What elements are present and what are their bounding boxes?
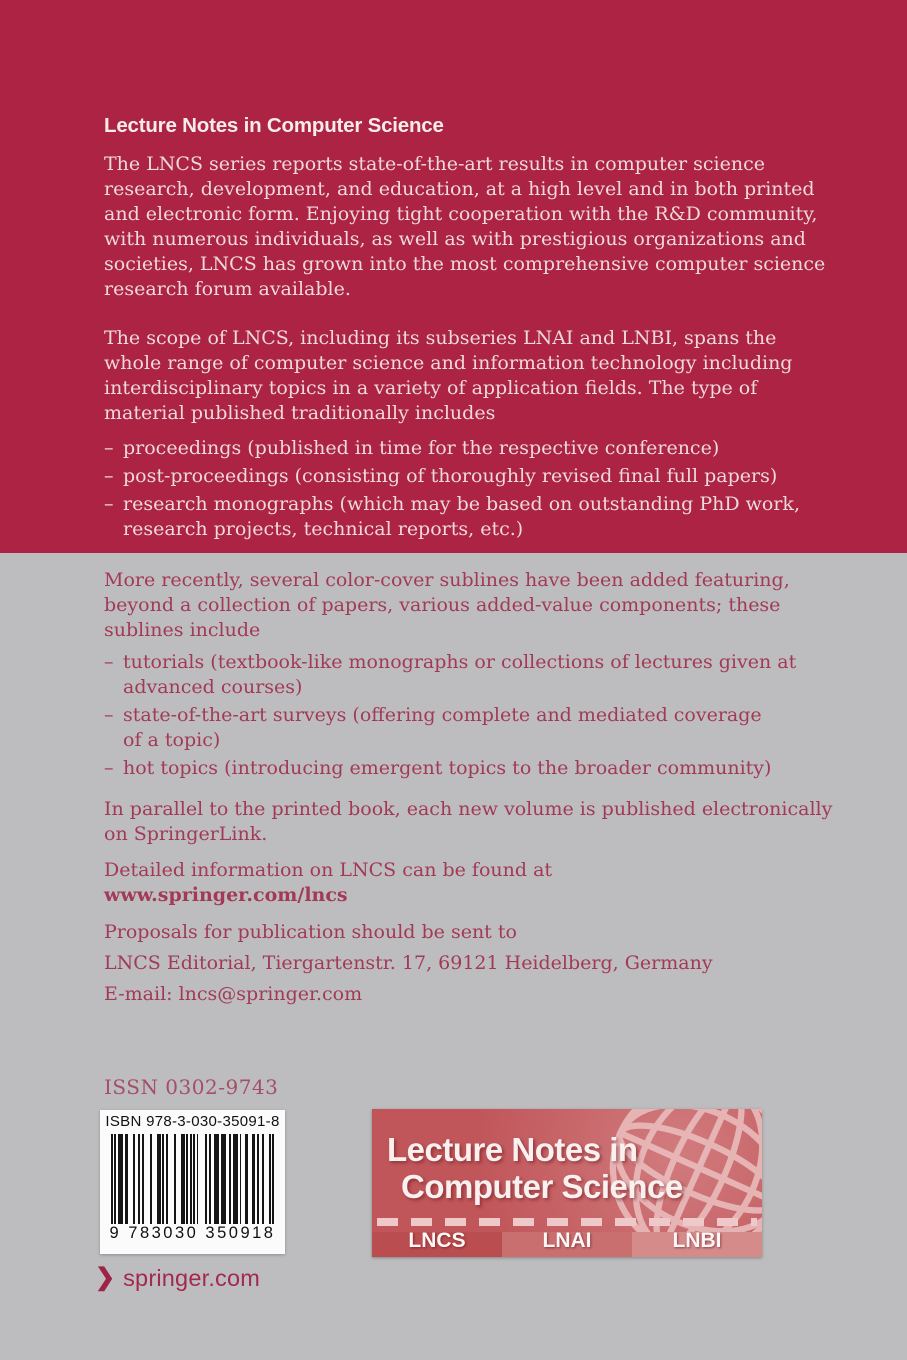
gray-paragraph-1: More recently, several color-cover sublines have been added featuring, beyond a collection of papers, various added-value components; these sublines include [104,569,790,641]
list-item: – post-proceedings (consisting of thoroughly revised final full papers) [104,465,778,487]
springer-brand: springer.com [123,1265,261,1291]
red-paragraph-1: The LNCS series reports state-of-the-art results in computer science research, development, and education, at a high level and in both printed and electronic form. Enjoying tight cooperation with the R&D community, with numerous individuals, as well as with prestigious organizations and societies, LNCS has grown into the most comprehensive computer science research forum available. [104,153,826,300]
gray-paragraph-2: In parallel to the printed book, each new volume is published electronically on SpringerLink. [104,798,833,845]
email-line: E-mail: lncs@springer.com [104,983,363,1005]
proposals-line: Proposals for publication should be sent to [104,921,517,943]
subline-label-lnbi: LNBI [672,1229,722,1252]
barcode-bars [111,1134,274,1224]
editorial-address: LNCS Editorial, Tiergartenstr. 17, 69121 Heidelberg, Germany [104,952,713,974]
logo-title-line1: Lecture Notes in [387,1131,638,1168]
gray-bullet-list [104,650,884,784]
bullet-dash: – [104,493,114,515]
segment-lncs [372,1229,502,1257]
red-paragraph-2: The scope of LNCS, including its subseries LNAI and LNBI, spans the whole range of computer science and information technology including interdisciplinary topics in a variety of application fields. The type of material published traditionally includes [104,327,793,424]
bullet-dash: – [104,651,114,673]
bullet-dash: – [104,465,114,487]
logo-dashed-divider [377,1218,757,1226]
isbn-barcode [100,1110,285,1254]
springer-footer [95,1263,260,1293]
subline-label-lnai: LNAI [542,1229,592,1252]
segment-lnai [502,1229,632,1257]
gray-paragraph-3: Detailed information on LNCS can be found at www.springer.com/lncs [104,858,884,908]
lncs-logo [372,1109,762,1257]
lncs-url: www.springer.com/lncs [104,884,348,906]
logo-subline-strip [372,1229,762,1257]
logo-title-line2: Computer Science [401,1168,683,1205]
list-item: – proceedings (published in time for the respective conference) [104,437,720,459]
bullet-dash: – [104,704,114,726]
isbn-label: ISBN 978-3-030-35091-8 [105,1113,280,1130]
subline-label-lncs: LNCS [408,1229,466,1252]
barcode-digits: 9 783030 350918 [109,1224,276,1242]
red-bullet-list [104,436,884,545]
list-item: – research monographs (which may be based on outstanding PhD work, research projects, technical reports, etc.) [104,493,800,540]
list-item: – tutorials (textbook-like monographs or collections of lectures given at advanced courses) [104,651,797,698]
bullet-dash: – [104,437,114,459]
bullet-dash: – [104,757,114,779]
list-item: – hot topics (introducing emergent topics to the broader community) [104,757,772,779]
chevron-right-icon: ❯ [95,1264,116,1291]
list-item: – state-of-the-art surveys (offering complete and mediated coverage of a topic) [104,704,762,751]
issn-number: ISSN 0302-9743 [104,1075,279,1099]
series-title: Lecture Notes in Computer Science [104,114,444,137]
segment-lnbi [632,1229,762,1257]
